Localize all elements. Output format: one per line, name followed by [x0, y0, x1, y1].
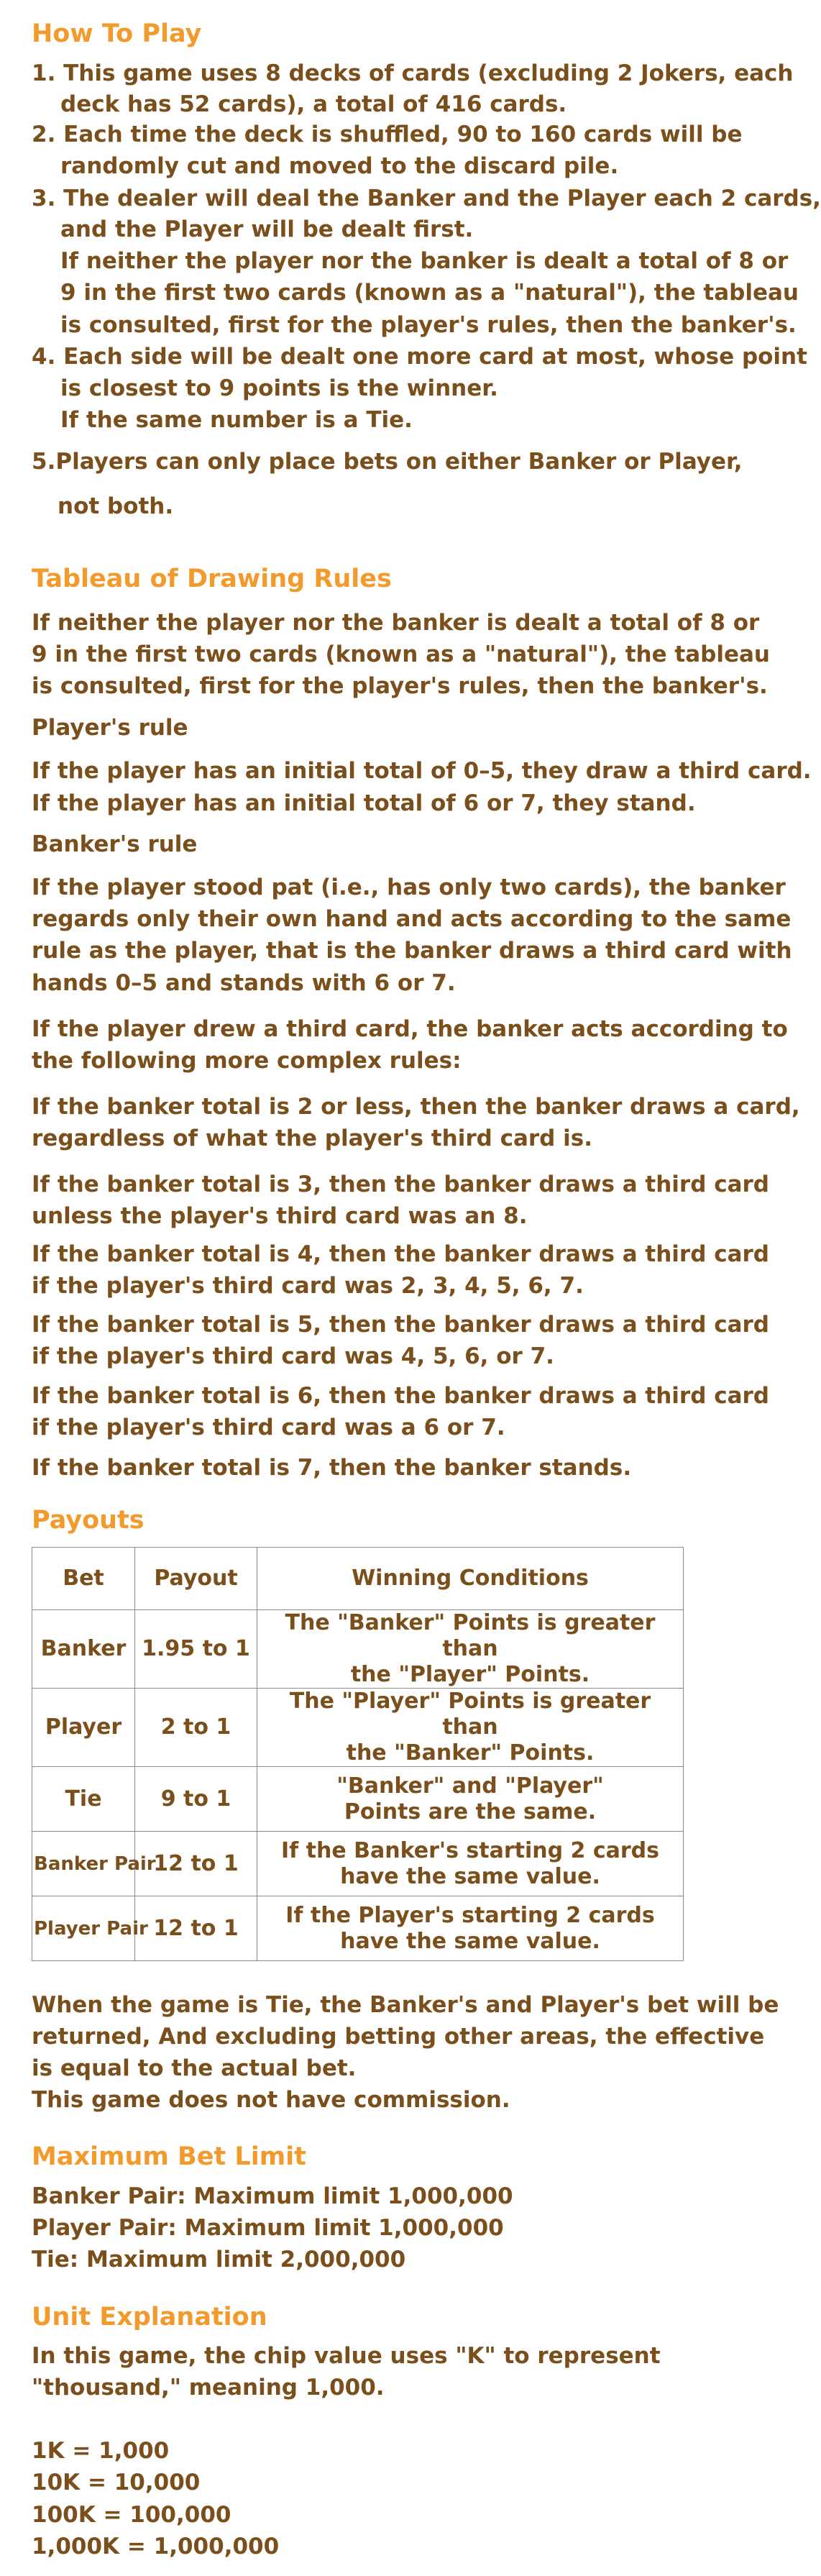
payout-cell: 12 to 1 — [135, 1832, 257, 1896]
tableau-intro-line: 9 in the first two cards (known as a "natural"), the tableau — [32, 641, 770, 667]
table-row — [32, 1689, 684, 1767]
bet-cell: Banker Pair — [32, 1832, 135, 1896]
max-bet-line: Player Pair: Maximum limit 1,000,000 — [32, 2215, 504, 2241]
conditions-cell — [257, 1610, 684, 1689]
conditions-cell — [257, 1896, 684, 1961]
payout-note-line: When the game is Tie, the Banker's and Player's bet will be — [32, 1992, 779, 2018]
conditions-line: have the same value. — [340, 1863, 600, 1889]
banker-total-6-line: If the banker total is 6, then the banker draws a third card — [32, 1383, 769, 1409]
unit-value: 1,000K = 1,000,000 — [32, 2534, 280, 2559]
banker-rule-title: Banker's rule — [32, 831, 198, 857]
how-to-play-line: is closest to 9 points is the winner. — [60, 375, 498, 401]
conditions-cell — [257, 1832, 684, 1896]
table-row — [32, 1832, 684, 1896]
payout-cell: 1.95 to 1 — [135, 1610, 257, 1689]
how-to-play-line: If neither the player nor the banker is dealt a total of 8 or — [60, 248, 789, 274]
payout-note-line: This game does not have commission. — [32, 2087, 510, 2113]
banker-stood-line: rule as the player, that is the banker draws a third card with — [32, 938, 792, 964]
header-bet: Bet — [32, 1548, 135, 1610]
banker-stood-line: regards only their own hand and acts according to the same — [32, 906, 792, 932]
banker-total-4-line: if the player's third card was 2, 3, 4, 5, 6, 7. — [32, 1273, 584, 1299]
bet-cell: Tie — [32, 1767, 135, 1832]
table-header-row — [32, 1548, 684, 1610]
table-row — [32, 1896, 684, 1961]
how-to-play-line: 9 in the first two cards (known as a "natural"), the tableau — [60, 280, 799, 306]
banker-total-5-line: If the banker total is 5, then the banker draws a third card — [32, 1312, 769, 1338]
conditions-cell — [257, 1689, 684, 1767]
how-to-play-title: How To Play — [32, 19, 202, 48]
banker-total-2-line: If the banker total is 2 or less, then the banker draws a card, — [32, 1094, 800, 1120]
tableau-title: Tableau of Drawing Rules — [32, 565, 392, 593]
conditions-line: The "Banker" Points is greater than — [285, 1610, 656, 1661]
banker-stood-line: If the player stood pat (i.e., has only two cards), the banker — [32, 874, 786, 900]
banker-drew-line: If the player drew a third card, the banker acts according to — [32, 1016, 788, 1042]
unit-line: "thousand," meaning 1,000. — [32, 2375, 385, 2401]
conditions-line: Points are the same. — [344, 1799, 597, 1824]
banker-total-7-line: If the banker total is 7, then the banker stands. — [32, 1455, 632, 1481]
how-to-play-line: 3. The dealer will deal the Banker and the Player each 2 cards, — [32, 186, 821, 211]
banker-total-2-line: regardless of what the player's third card is. — [32, 1125, 593, 1151]
banker-stood-line: hands 0–5 and stands with 6 or 7. — [32, 970, 456, 996]
conditions-line: "Banker" and "Player" — [336, 1773, 604, 1799]
payout-cell: 9 to 1 — [135, 1767, 257, 1832]
conditions-line: the "Player" Points. — [350, 1662, 590, 1687]
max-bet-line: Tie: Maximum limit 2,000,000 — [32, 2247, 406, 2273]
how-to-play-line: 5.Players can only place bets on either Banker or Player, — [32, 449, 743, 475]
player-rule-title: Player's rule — [32, 715, 188, 741]
payout-note-line: returned, And excluding betting other areas, the effective — [32, 2024, 765, 2050]
conditions-line: The "Player" Points is greater than — [289, 1689, 651, 1740]
header-payout: Payout — [135, 1548, 257, 1610]
how-to-play-line: 2. Each time the deck is shuffled, 90 to 160 cards will be — [32, 122, 743, 147]
banker-total-6-line: if the player's third card was a 6 or 7. — [32, 1415, 505, 1440]
payouts-title: Payouts — [32, 1506, 145, 1535]
header-conditions: Winning Conditions — [257, 1548, 684, 1610]
max-bet-title: Maximum Bet Limit — [32, 2142, 306, 2171]
conditions-line: the "Banker" Points. — [346, 1740, 595, 1766]
unit-title: Unit Explanation — [32, 2303, 267, 2331]
tableau-intro-line: is consulted, first for the player's rules, then the banker's. — [32, 673, 768, 699]
unit-value: 10K = 10,000 — [32, 2470, 201, 2495]
unit-value: 1K = 1,000 — [32, 2438, 170, 2464]
how-to-play-line: deck has 52 cards), a total of 416 cards. — [60, 91, 567, 117]
how-to-play-line: randomly cut and moved to the discard pile. — [60, 153, 619, 179]
tableau-intro-line: If neither the player nor the banker is dealt a total of 8 or — [32, 610, 760, 636]
conditions-line: have the same value. — [340, 1928, 600, 1954]
payout-cell: 12 to 1 — [135, 1896, 257, 1961]
banker-total-3-line: If the banker total is 3, then the banker draws a third card — [32, 1171, 769, 1197]
how-to-play-line: 1. This game uses 8 decks of cards (excluding 2 Jokers, each — [32, 60, 794, 86]
payout-cell: 2 to 1 — [135, 1689, 257, 1767]
payout-note-line: is equal to the actual bet. — [32, 2055, 357, 2081]
player-rule-line: If the player has an initial total of 0–5, they draw a third card. — [32, 758, 812, 784]
table-row — [32, 1767, 684, 1832]
banker-total-5-line: if the player's third card was 4, 5, 6, or 7. — [32, 1343, 554, 1369]
payouts-table — [32, 1547, 684, 1961]
how-to-play-line: If the same number is a Tie. — [60, 407, 413, 433]
player-rule-line: If the player has an initial total of 6 or 7, they stand. — [32, 790, 696, 816]
conditions-line: If the Player's starting 2 cards — [285, 1902, 655, 1928]
bet-cell: Player — [32, 1689, 135, 1767]
how-to-play-line: not both. — [58, 493, 174, 519]
unit-line: In this game, the chip value uses "K" to represent — [32, 2343, 661, 2369]
unit-value: 100K = 100,000 — [32, 2502, 231, 2528]
conditions-cell — [257, 1767, 684, 1832]
how-to-play-line: 4. Each side will be dealt one more card at most, whose point — [32, 344, 807, 370]
how-to-play-line: is consulted, first for the player's rules, then the banker's. — [60, 312, 797, 338]
bet-cell: Player Pair — [32, 1896, 135, 1961]
banker-drew-line: the following more complex rules: — [32, 1048, 462, 1074]
max-bet-line: Banker Pair: Maximum limit 1,000,000 — [32, 2183, 513, 2209]
how-to-play-line: and the Player will be dealt first. — [60, 216, 474, 242]
bet-cell: Banker — [32, 1610, 135, 1689]
banker-total-4-line: If the banker total is 4, then the banker draws a third card — [32, 1241, 769, 1267]
conditions-line: If the Banker's starting 2 cards — [281, 1837, 659, 1863]
banker-total-3-line: unless the player's third card was an 8. — [32, 1203, 528, 1229]
table-row — [32, 1610, 684, 1689]
